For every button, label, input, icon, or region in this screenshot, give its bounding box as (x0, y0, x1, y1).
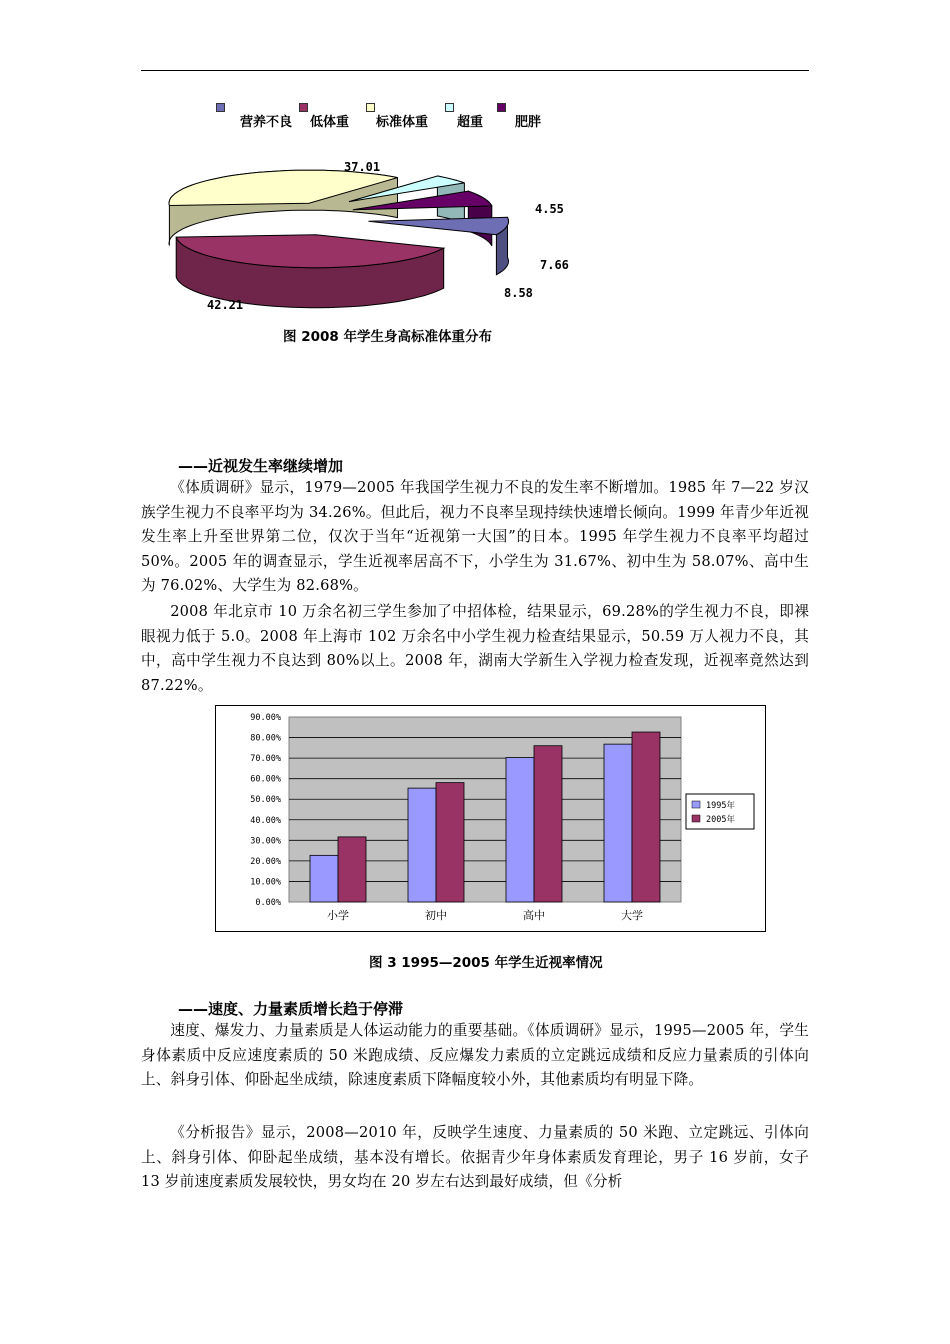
pie-legend (216, 103, 596, 130)
paragraph: 2008 年北京市 10 万余名初三学生参加了中招体检，结果显示，69.28%的学生视力不良，即裸眼视力低于 5.0。2008 年上海市 102 万余名中小学生视力检查结果显示，50.59 万人视力不良，其中，高中学生视力不良达到 80%以上。2008 年，湖南大学新生入学视力检查发现，近视率竟然达到 87.22%。 (141, 603, 809, 694)
legend-label-1: 低体重 (310, 115, 350, 130)
header-rule (141, 70, 809, 71)
pie-slice-0 (369, 217, 509, 234)
bar-0-1 (338, 837, 366, 902)
x-tick-label: 初中 (425, 909, 447, 922)
bar-2-0 (506, 757, 534, 902)
legend-label-2005: 2005年 (706, 815, 735, 825)
x-tick-label: 大学 (621, 909, 643, 922)
y-tick-label: 10.00% (250, 877, 281, 888)
bar-3-1 (632, 732, 660, 902)
bar-0-0 (310, 855, 338, 902)
legend-label-0: 营养不良 (240, 115, 293, 130)
y-tick-label: 40.00% (250, 815, 281, 826)
bar-chart-svg (216, 706, 765, 931)
pie-value-label-3: 4.55 (535, 202, 564, 216)
legend-swatch-2005 (692, 815, 700, 822)
legend-label-4: 肥胖 (515, 115, 542, 130)
bar-2-1 (534, 746, 562, 902)
legend-swatch-4 (497, 103, 506, 112)
pie-value-label-2: 37.01 (344, 160, 381, 174)
legend-swatch-2 (366, 103, 375, 112)
bar-caption: 图 3 1995—2005 年学生近视率情况 (369, 955, 603, 971)
pie-caption: 图 2008 年学生身高标准体重分布 (283, 329, 492, 345)
legend-swatch-0 (216, 103, 225, 112)
pie-value-label-1: 42.21 (207, 298, 244, 312)
bar-1-1 (436, 783, 464, 902)
section-heading-speed-strength: ——速度、力量素质增长趋于停滞 (178, 1000, 404, 1018)
y-tick-label: 0.00% (255, 898, 281, 908)
y-tick-label: 80.00% (250, 733, 281, 744)
pie-value-label-0: 8.58 (504, 286, 533, 300)
bar-3-0 (604, 744, 632, 902)
x-tick-label: 小学 (327, 909, 349, 922)
y-tick-label: 90.00% (250, 713, 281, 723)
section-heading-myopia: ——近视发生率继续增加 (178, 457, 344, 475)
paragraph: 速度、爆发力、力量素质是人体运动能力的重要基础。《体质调研》显示，1995—2005 年，学生身体素质中反应速度素质的 50 米跑成绩、反应爆发力素质的立定跳远成绩和反应力量素质的引体向上、斜身引体、仰卧起坐成绩，除速度素质下降幅度较小外，其他素质均有明显下降。 (141, 1022, 809, 1089)
pie-value-label-4: 7.66 (540, 258, 569, 272)
x-tick-label: 高中 (523, 909, 545, 922)
legend-swatch-3 (445, 103, 454, 112)
y-tick-label: 60.00% (250, 774, 281, 785)
bar-legend (686, 794, 754, 829)
bar-chart (215, 705, 766, 932)
legend-swatch-1995 (692, 801, 700, 808)
legend-label-1995: 1995年 (706, 801, 735, 811)
legend-label-3: 超重 (457, 115, 484, 130)
y-tick-label: 30.00% (250, 836, 281, 847)
paragraph: 《分析报告》显示，2008—2010 年，反映学生速度、力量素质的 50 米跑、立定跳远、引体向上、斜身引体、仰卧起坐成绩，基本没有增长。依据青少年身体素质发育理论，男子 16 岁前，女子 13 岁前速度素质发展较快，男女均在 20 岁左右达到最好成绩，但《分析 (141, 1124, 809, 1191)
paragraph: 《体质调研》显示，1979—2005 年我国学生视力不良的发生率不断增加。1985 年 7—22 岁汉族学生视力不良率平均为 34.26%。但此后，视力不良率呈现持续快速增长倾向。1999 年青少年近视发生率上升至世界第二位，仅次于当年“近视第一大国”的日本。1995 年学生视力不良率平均超过 50%。2005 年的调查显示，学生近视率居高不下，小学生为 31.67%、初中生为 58.07%、高中生为 76.02%、大学生为 82.68%。 (141, 479, 809, 595)
y-tick-label: 70.00% (250, 754, 281, 765)
y-tick-label: 20.00% (250, 856, 281, 867)
pie-chart (141, 95, 601, 320)
bar-1-0 (408, 788, 436, 902)
legend-swatch-1 (299, 103, 308, 112)
legend-label-2: 标准体重 (376, 115, 429, 130)
y-tick-label: 50.00% (250, 795, 281, 806)
